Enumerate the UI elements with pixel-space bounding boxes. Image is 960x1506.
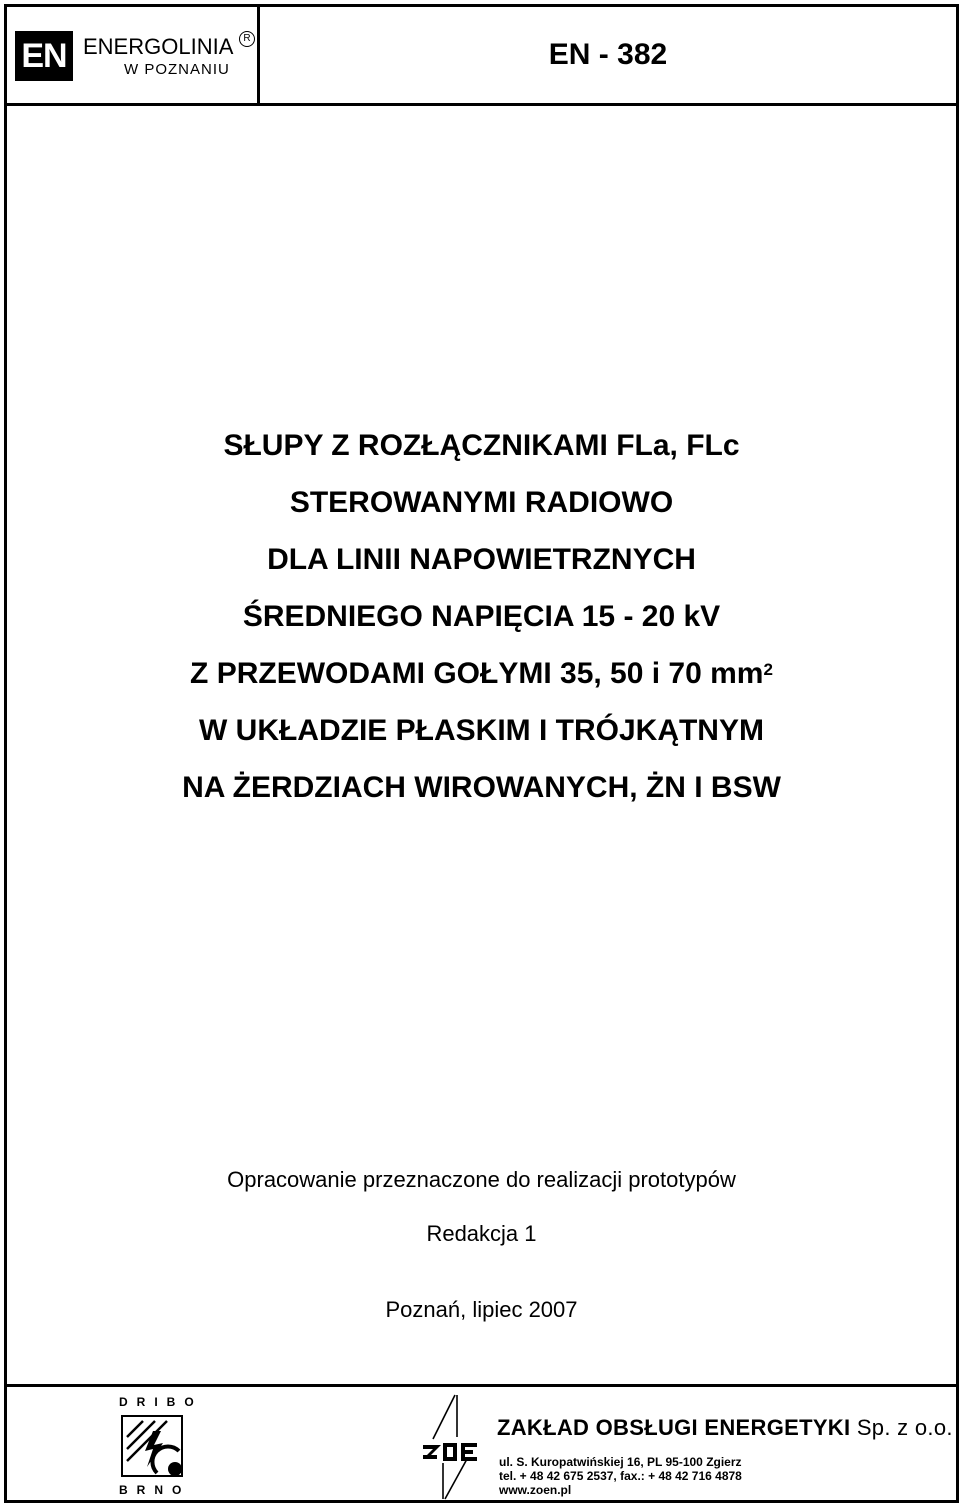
title-line-4: ŚREDNIEGO NAPIĘCIA 15 - 20 kV xyxy=(242,600,721,633)
registered-mark-icon: R xyxy=(239,31,255,47)
company-location: W POZNANIU xyxy=(124,61,230,78)
company-name: ENERGOLINIA xyxy=(83,34,234,59)
page-frame xyxy=(4,4,959,1503)
title-line-3: DLA LINII NAPOWIETRZNYCH xyxy=(267,543,696,576)
title-line-2: STEROWANYMI RADIOWO xyxy=(289,486,674,519)
zoe-name-text: ZAKŁAD OBSŁUGI ENERGETYKI xyxy=(497,1415,851,1440)
zoe-logo-icon xyxy=(417,1393,483,1501)
document-title xyxy=(7,417,956,816)
zoe-suffix-text: Sp. z o.o. xyxy=(856,1415,953,1440)
dribo-emblem-icon xyxy=(121,1415,183,1477)
footer xyxy=(7,1384,956,1503)
edition-text: Redakcja 1 xyxy=(426,1221,537,1246)
zoe-phone: tel. + 48 42 675 2537, fax.: + 48 42 716 4878 xyxy=(499,1469,742,1483)
dribo-top-text: DRIBO xyxy=(119,1395,203,1409)
dribo-bottom-text: BRNO xyxy=(119,1483,191,1497)
title-line-5 xyxy=(7,645,956,702)
title-line-5-text: Z PRZEWODAMI GOŁYMI 35, 50 i 70 mm xyxy=(190,657,764,690)
place-date-text: Poznań, lipiec 2007 xyxy=(385,1297,578,1322)
publisher-block xyxy=(7,7,260,103)
en-logo-badge: EN xyxy=(15,31,73,81)
zoe-address: ul. S. Kuropatwińskiej 16, PL 95-100 Zgierz xyxy=(499,1455,742,1469)
title-line-6: W UKŁADZIE PŁASKIM I TRÓJKĄTNYM xyxy=(199,714,764,747)
title-superscript: 2 xyxy=(763,660,773,679)
purpose-text: Opracowanie przeznaczone do realizacji prototypów xyxy=(227,1167,736,1192)
title-line-7: NA ŻERDZIACH WIROWANYCH, ŻN I BSW xyxy=(182,771,781,804)
zoe-website-link[interactable]: www.zoen.pl xyxy=(499,1483,572,1497)
dribo-logo xyxy=(119,1395,203,1497)
document-number: EN - 382 xyxy=(548,38,668,71)
title-line-1: SŁUPY Z ROZŁĄCZNIKAMI FLa, FLc xyxy=(223,429,740,462)
zoe-company-name xyxy=(497,1415,953,1441)
header xyxy=(7,7,956,106)
